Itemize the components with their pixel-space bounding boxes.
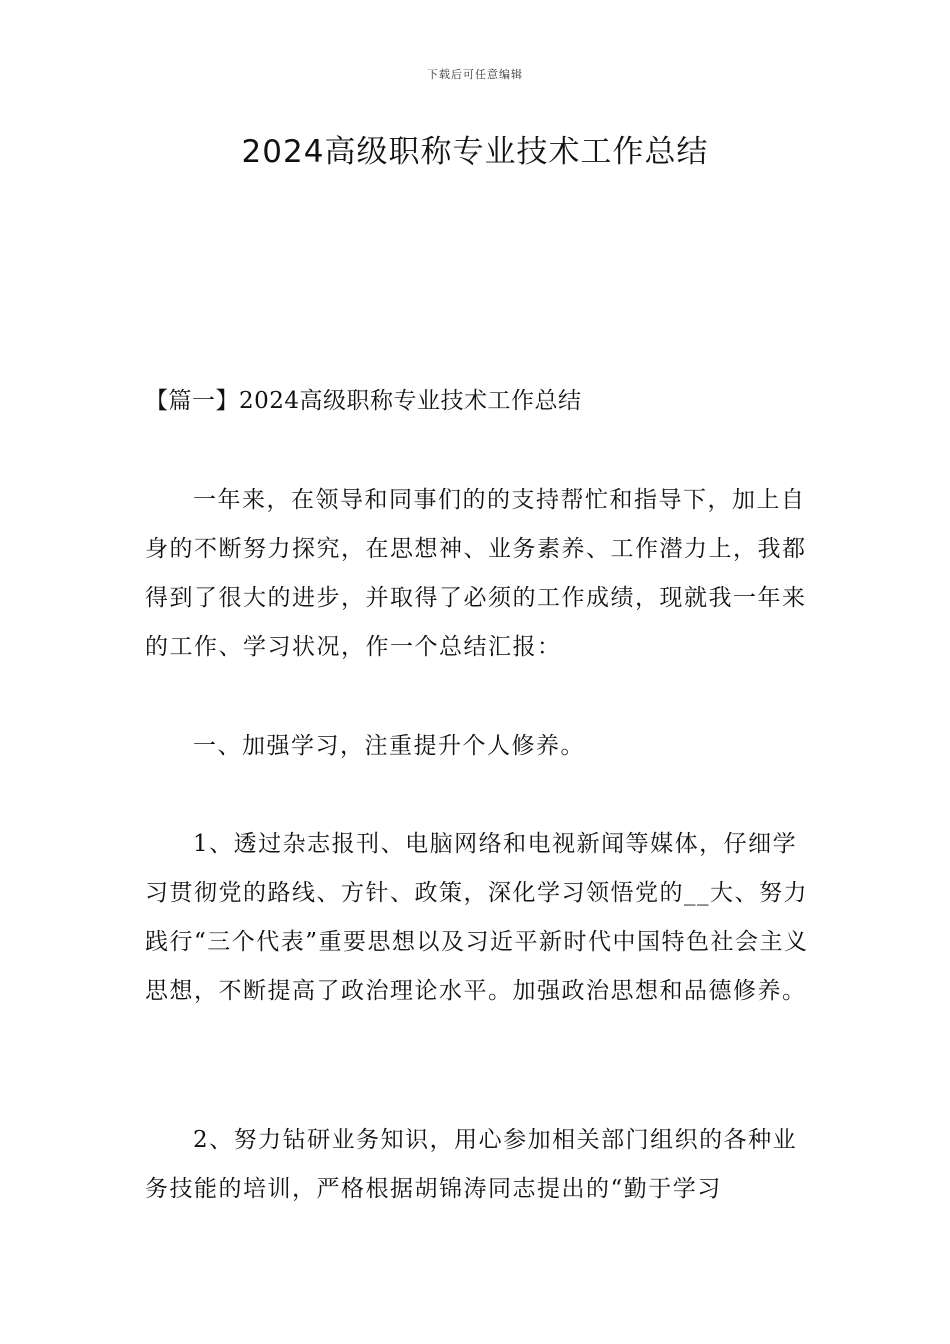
header-note: 下载后可任意编辑 — [427, 68, 523, 81]
paragraph-item-1: 1、透过杂志报刊、电脑网络和电视新闻等媒体，仔细学习贯彻党的路线、方针、政策，深化学习领悟党的__大、努力践行“三个代表”重要思想以及习近平新时代中国特色社会主义思想，不断提高了政治理论水平。加强政治思想和品德修养。 — [145, 831, 809, 1004]
paragraph-item-2: 2、努力钻研业务知识，用心参加相关部门组织的各种业务技能的培训，严格根据胡锦涛同志提出的“勤于学习 — [145, 1127, 798, 1202]
paragraph-section-one: 一、加强学习，注重提升个人修养。 — [193, 733, 585, 759]
paragraph-intro: 一年来，在领导和同事们的的支持帮忙和指导下，加上自身的不断努力探究，在思想神、业务素养、工作潜力上，我都得到了很大的进步，并取得了必须的工作成绩，现就我一年来的工作、学习状况，作一个总结汇报： — [145, 487, 807, 660]
document-title: 2024高级职称专业技术工作总结 — [241, 134, 709, 170]
section-heading: 【篇一】2024高级职称专业技术工作总结 — [145, 388, 582, 414]
